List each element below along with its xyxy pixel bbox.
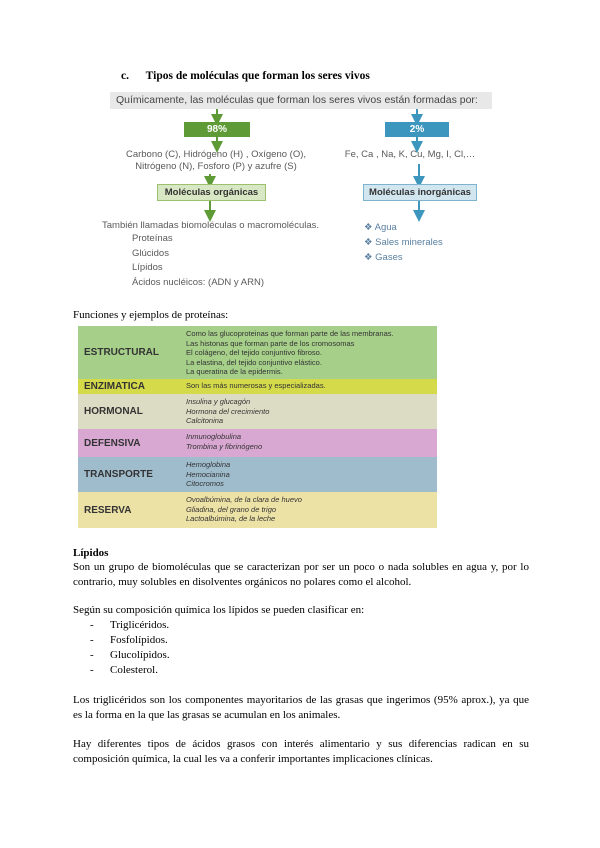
organic-elements-line2: Nitrógeno (N), Fosforo (P) y azufre (S) bbox=[135, 161, 297, 172]
lipidos-paragraph-2: Según su composición química los lípidos se pueden clasificar en: bbox=[73, 604, 365, 616]
list-item: La elastina, del tejido conjuntivo elástico. bbox=[186, 357, 322, 367]
inorganic-category: Moléculas inorgánicas bbox=[363, 184, 477, 201]
diamond-icon: ❖ bbox=[364, 222, 373, 233]
list-item: Inmunoglobulina bbox=[186, 432, 242, 441]
list-item: - Glucolípidos. bbox=[90, 649, 170, 661]
lipidos-paragraph-1: Son un grupo de biomoléculas que se caracterizan por ser un poco o nada solubles en agua y, por lo contrario, muy solubles en disolventes orgánicos no polares como el alcohol. bbox=[73, 561, 529, 588]
protein-examples bbox=[164, 492, 437, 528]
organic-elements-line1: Carbono (C), Hidrógeno (H) , Oxígeno (O), bbox=[125, 149, 307, 160]
list-item: ❖ Sales minerales bbox=[364, 237, 443, 248]
protein-examples bbox=[164, 457, 437, 492]
protein-table-caption: Funciones y ejemplos de proteínas: bbox=[73, 309, 229, 321]
list-item: Son las más numerosas y especializadas. bbox=[186, 381, 326, 390]
protein-row-enzimatica bbox=[78, 379, 437, 394]
list-item: Gliadina, del grano de trigo bbox=[186, 504, 277, 514]
list-item: Hormona del crecimiento bbox=[186, 406, 270, 416]
protein-category: ESTRUCTURAL bbox=[84, 347, 159, 358]
list-item: Proteínas bbox=[132, 233, 173, 244]
list-item: Hemoglobina bbox=[186, 460, 231, 469]
lipidos-list bbox=[90, 618, 170, 678]
list-item: Glúcidos bbox=[132, 247, 169, 259]
list-item: Citocromos bbox=[186, 479, 224, 488]
lipidos-paragraph-4: Hay diferentes tipos de ácidos grasos con interés alimentario y sus diferencias radican en su composición química, la cual les va a conferir importantes implicaciones clínicas. bbox=[73, 738, 529, 765]
protein-row-reserva bbox=[78, 492, 437, 528]
list-item: Insulina y glucagón bbox=[186, 397, 251, 406]
list-item: Calcitonina bbox=[186, 416, 224, 425]
list-item: Ovoalbúmina, de la clara de huevo bbox=[186, 495, 302, 504]
protein-category: RESERVA bbox=[84, 504, 132, 516]
list-item: Hemocianina bbox=[186, 469, 230, 479]
protein-category: TRANSPORTE bbox=[84, 469, 153, 480]
inorganic-elements: Fe, Ca , Na, K, Cu, Mg, I, Cl,… bbox=[344, 149, 476, 160]
organic-elements bbox=[110, 149, 322, 173]
protein-examples bbox=[164, 394, 437, 429]
protein-row-transporte bbox=[78, 457, 437, 492]
section-title: Tipos de moléculas que forman los seres vivos bbox=[145, 70, 370, 82]
protein-row-hormonal bbox=[78, 394, 437, 429]
protein-row-estructural bbox=[78, 326, 437, 379]
list-item: - Fosfolípidos. bbox=[90, 634, 168, 646]
percent-inorganic: 2% bbox=[385, 122, 449, 137]
diamond-icon: ❖ bbox=[364, 237, 373, 248]
list-item: - Colesterol. bbox=[90, 664, 158, 676]
list-item: ❖ Gases bbox=[364, 252, 403, 263]
list-item: Como las glucoproteinas que forman parte de las membranas. bbox=[186, 329, 394, 338]
diamond-icon: ❖ bbox=[364, 252, 373, 263]
list-item: ❖ Agua bbox=[364, 222, 397, 233]
list-item: Lactoalbúmina, de la leche bbox=[186, 514, 276, 523]
protein-functions-table bbox=[78, 326, 437, 521]
inorganic-list bbox=[364, 220, 443, 265]
list-item: Ácidos nucléicos: (ADN y ARN) bbox=[132, 276, 264, 288]
list-item: Las histonas que forman parte de los cromosomas bbox=[186, 338, 355, 348]
section-heading bbox=[121, 70, 370, 82]
list-item: Lípidos bbox=[132, 262, 163, 273]
diagram-intro: Químicamente, las moléculas que forman los seres vivos están formadas por: bbox=[110, 92, 492, 109]
protein-examples bbox=[164, 379, 437, 394]
list-item: El colágeno, del tejido conjuntivo fibroso. bbox=[186, 348, 322, 357]
protein-examples bbox=[164, 326, 437, 379]
percent-organic: 98% bbox=[184, 122, 250, 137]
protein-category: DEFENSIVA bbox=[84, 437, 141, 449]
molecules-diagram bbox=[102, 92, 492, 288]
organic-list bbox=[120, 232, 264, 290]
list-item: La queratina de la epidermis. bbox=[186, 367, 283, 376]
list-item: - Triglicéridos. bbox=[90, 619, 170, 631]
protein-category: ENZIMATICA bbox=[84, 381, 145, 392]
section-letter: c. bbox=[121, 70, 129, 82]
protein-category: HORMONAL bbox=[84, 406, 143, 417]
organic-note: También llamadas biomoléculas o macromoléculas. bbox=[102, 220, 320, 231]
lipidos-title: Lípidos bbox=[73, 547, 109, 559]
list-item: Trombina y fibrinógeno bbox=[186, 441, 263, 451]
protein-row-defensiva bbox=[78, 429, 437, 457]
protein-examples bbox=[164, 429, 437, 457]
organic-category: Moléculas orgánicas bbox=[157, 184, 266, 201]
lipidos-paragraph-3: Los triglicéridos son los componentes mayoritarios de las grasas que ingerimos (95% aprox.), ya que es la forma en la que las grasas se acumulan en los animales. bbox=[73, 694, 529, 721]
